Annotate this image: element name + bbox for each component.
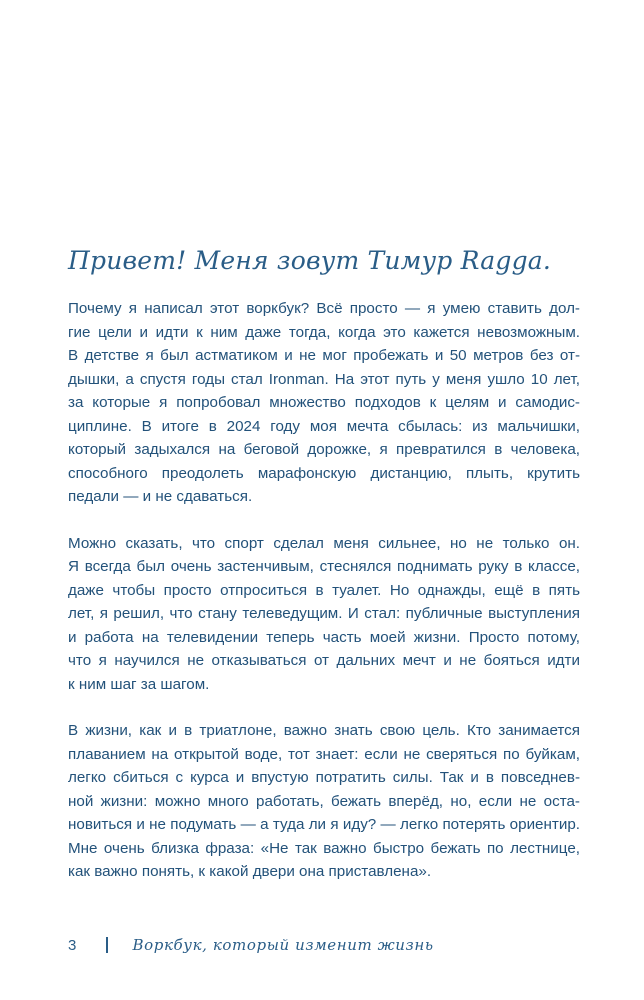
paragraph-3 bbox=[68, 719, 580, 884]
paragraph-1 bbox=[68, 297, 580, 509]
book-title: Воркбук, который изменит жизнь bbox=[132, 936, 434, 954]
text-line: как важно понять, к какой двери она приставлена». bbox=[68, 863, 432, 880]
text-line: гие цели и идти к ним даже тогда, когда это кажется невозможным. bbox=[68, 323, 580, 341]
text-line: плаванием на открытой воде, тот знает: если не сверяться по буйкам, bbox=[68, 745, 580, 763]
text-line: Почему я написал этот воркбук? Всё просто — я умею ставить дол- bbox=[68, 300, 580, 317]
text-line: циплине. В итоге в 2024 году моя мечта сбылась: из мальчишки, bbox=[68, 417, 580, 435]
page-heading: Привет! Меня зовут Тимур Ragga. bbox=[68, 246, 552, 275]
text-line: за которые я попробовал множество подходов к целям и самодис- bbox=[68, 394, 580, 411]
page-footer bbox=[68, 933, 434, 957]
text-line: В детстве я был астматиком и не мог пробежать и 50 метров без от- bbox=[68, 347, 580, 364]
text-line: лет, я решил, что стану телеведущим. И стал: публичные выступления bbox=[68, 605, 580, 622]
text-line: Я всегда был очень застенчивым, стеснялся поднимать руку в классе, bbox=[68, 558, 580, 575]
text-line: ной жизни: можно много работать, бежать вперёд, но, если не оста- bbox=[68, 792, 580, 810]
text-line: легко сбиться с курса и впустую потратить силы. Так и в повседнев- bbox=[68, 769, 580, 786]
page-number: 3 bbox=[68, 936, 77, 954]
text-line: который задыхался на беговой дорожке, я превратился в человека, bbox=[68, 441, 580, 458]
paragraph-2 bbox=[68, 532, 580, 697]
text-line: что я научился не отказываться от дальних мечт и не бояться идти bbox=[68, 652, 580, 669]
text-line: Мне очень близка фраза: «Не так важно быстро бежать по лестнице, bbox=[68, 839, 580, 857]
body-text bbox=[68, 297, 580, 907]
text-line: педали — и не сдаваться. bbox=[68, 488, 253, 505]
text-line: и работа на телевидении теперь часть моей жизни. Просто потому, bbox=[68, 628, 580, 646]
text-line: В жизни, как и в триатлоне, важно знать свою цель. Кто занимается bbox=[68, 722, 580, 739]
text-line: новиться и не подумать — а туда ли я иду? — легко потерять ориентир. bbox=[68, 816, 580, 833]
text-line: к ним шаг за шагом. bbox=[68, 675, 210, 693]
text-line: способного преодолеть марафонскую дистанцию, плыть, крутить bbox=[68, 464, 580, 482]
text-line: даже чтобы просто отпроситься в туалет. Но однажды, ещё в пять bbox=[68, 581, 580, 599]
text-line: Можно сказать, что спорт сделал меня сильнее, но не только он. bbox=[68, 534, 580, 552]
footer-divider bbox=[106, 937, 108, 953]
text-line: дышки, а спустя годы стал Ironman. На этот путь у меня ушло 10 лет, bbox=[68, 370, 580, 388]
